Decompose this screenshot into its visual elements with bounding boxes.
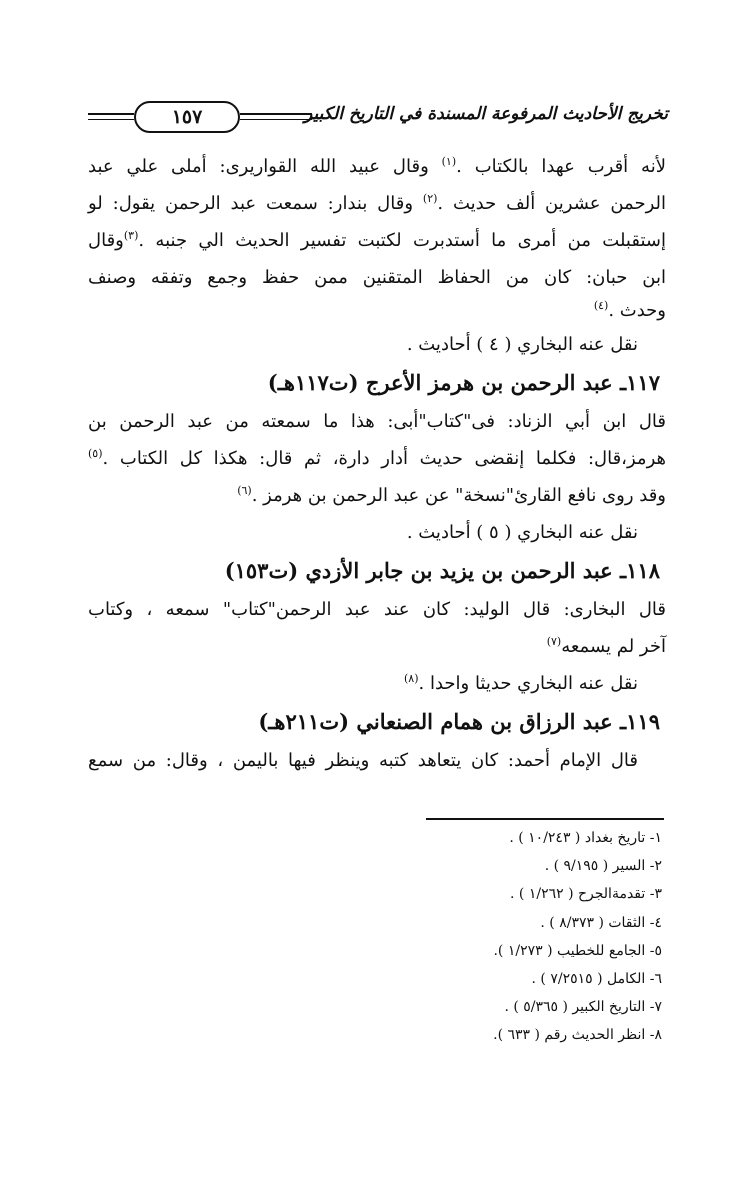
text-line: وحدث .$^{(٤)}$ [593, 299, 666, 321]
entry-heading-119: ١١٩ـ عبد الرزاق بن همام الصنعاني (ت٢١١هـ) [258, 709, 660, 734]
text-line: وقد روى نافع القارئ"نسخة" عن عبد الرحمن بن هرمز .$^{(٦)}$ [237, 484, 666, 506]
text-line: ابن حبان: كان من الحفاظ المتقنين ممن حفظ وجمع وتفقه وصنف [88, 267, 666, 288]
header-rule-middle [240, 113, 312, 115]
footnote: ٧- التاريخ الكبير ( ٥/٣٦٥ ) . [504, 999, 662, 1016]
footnotes [300, 824, 662, 1050]
footnote: ٦- الكامل ( ٧/٢٥١٥ ) . [531, 970, 662, 987]
page-header [88, 100, 668, 136]
text-line: الرحمن عشرين ألف حديث .$^{(٢)}$ وقال بندار: سمعت عبد الرحمن يقول: لو [88, 192, 666, 214]
footnote-ref: (٤) [593, 299, 609, 312]
entry-heading-118: ١١٨ـ عبد الرحمن بن يزيد بن جابر الأزدي (ت١٥٣) [224, 558, 660, 583]
footnote: ٨- انظر الحديث رقم ( ٦٣٣ ). [493, 1027, 662, 1044]
footnote: ٢- السير ( ٩/١٩٥ ) . [544, 858, 662, 875]
page-number: ١٥٧ [134, 101, 240, 133]
entry-heading-117: ١١٧ـ عبد الرحمن بن هرمز الأعرج (ت١١٧هـ) [267, 370, 660, 395]
footnote: ١- تاريخ بغداد ( ١٠/٢٤٣ ) . [509, 830, 662, 846]
footnote: ٥- الجامع للخطيب ( ١/٢٧٣ ). [493, 942, 662, 959]
hadith-count: نقل عنه البخاري ( ٥ ) أحاديث . [406, 522, 638, 543]
text-line: هرمز،قال: فكلما إنقضى حديث أدار دارة، ثم قال: هكذا كل الكتاب .$^{(٥)}$ [88, 447, 666, 469]
hadith-count: نقل عنه البخاري ( ٤ ) أحاديث . [406, 334, 638, 355]
footnote: ٣- تقدمةالجرح ( ١/٢٦٢ ) . [510, 886, 662, 903]
header-rule-left-thin [88, 119, 134, 120]
footnote: ٤- الثقات ( ٨/٣٧٣ ) . [540, 914, 662, 931]
main-text [88, 148, 666, 779]
footnote-ref: (٦) [237, 484, 252, 497]
text-line: قال ابن أبي الزناد: فى"كتاب"أبى: هذا ما سمعته من عبد الرحمن بن [88, 411, 666, 432]
hadith-count: نقل عنه البخاري حديثا واحدا .$^{(٨)}$ [404, 672, 638, 694]
running-title: تخريج الأحاديث المرفوعة المسندة في التاريخ الكبير [304, 104, 668, 124]
header-rule-middle-thin [240, 119, 312, 120]
footnote-ref: (١) [441, 155, 457, 168]
text-line: آخر لم يسمعه$^{(٧)}$ [546, 635, 666, 657]
text-line: قال الإمام أحمد: كان يتعاهد كتبه وينظر فيها باليمن ، وقال: من سمع [88, 750, 638, 771]
footnote-ref: (٣) [123, 229, 139, 242]
footnote-ref: (٥) [88, 447, 103, 460]
footnote-ref: (٧) [546, 635, 562, 648]
header-rule-left [88, 113, 134, 115]
text-line: إستقبلت من أمرى ما أستدبرت لكتبت تفسير الحديث الي جنبه .$^{(٣)}$وقال [88, 229, 666, 251]
footnote-ref: (٨) [404, 672, 419, 685]
footnote-ref: (٢) [422, 192, 438, 205]
text-line: قال البخارى: قال الوليد: كان عند عبد الرحمن"كتاب" سمعه ، وكتاب [88, 599, 666, 620]
text-line: لأنه أقرب عهدا بالكتاب .$^{(١)}$ وقال عبيد الله القواريرى: أملى علي عبد [88, 155, 666, 177]
footnote-separator [426, 818, 664, 820]
